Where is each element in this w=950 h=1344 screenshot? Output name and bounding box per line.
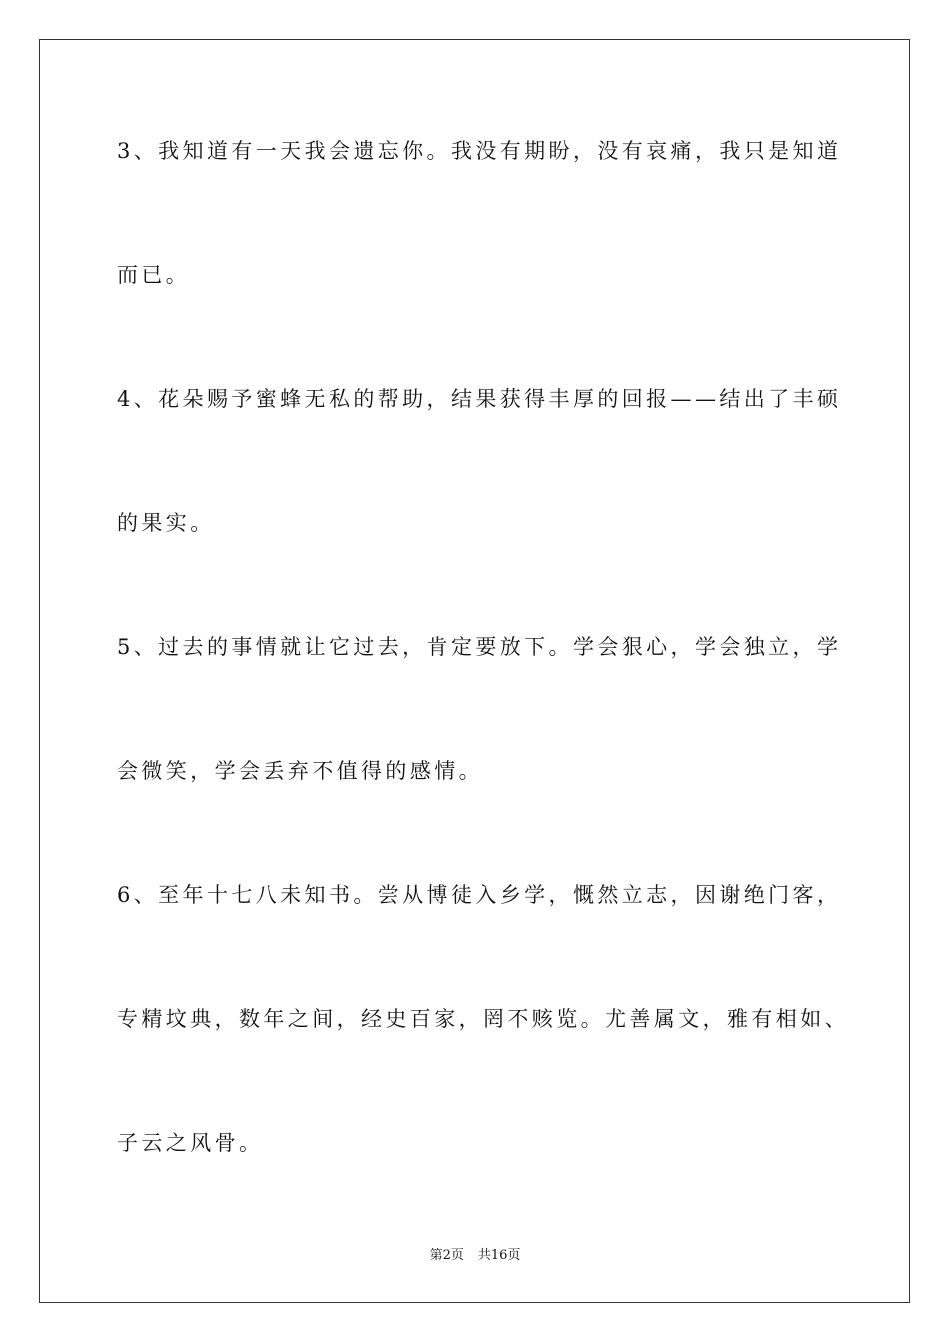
total-pages: 共16页 xyxy=(477,1248,521,1263)
text-line-1: 3、我知道有一天我会遗忘你。我没有期盼，没有哀痛，我只是知道 xyxy=(117,139,842,163)
text-line-8: 专精坟典，数年之间，经史百家，罔不赅览。尤善属文，雅有相如、 xyxy=(117,1007,849,1031)
text-line-3: 4、花朵赐予蜜蜂无私的帮助，结果获得丰厚的回报——结出了丰硕 xyxy=(117,387,842,411)
text-line-9: 子云之风骨。 xyxy=(117,1131,264,1155)
text-line-6: 会微笑，学会丢弃不值得的感情。 xyxy=(117,759,483,783)
page-frame xyxy=(39,39,910,1303)
text-line-7: 6、至年十七八未知书。尝从博徒入乡学，慨然立志，因谢绝门客， xyxy=(117,883,842,907)
text-line-2: 而已。 xyxy=(117,263,191,287)
page-footer xyxy=(0,1247,950,1265)
text-line-5: 5、过去的事情就让它过去，肯定要放下。学会狠心，学会独立，学 xyxy=(117,635,842,659)
page-number: 第2页 xyxy=(429,1248,464,1263)
text-line-4: 的果实。 xyxy=(117,511,215,535)
